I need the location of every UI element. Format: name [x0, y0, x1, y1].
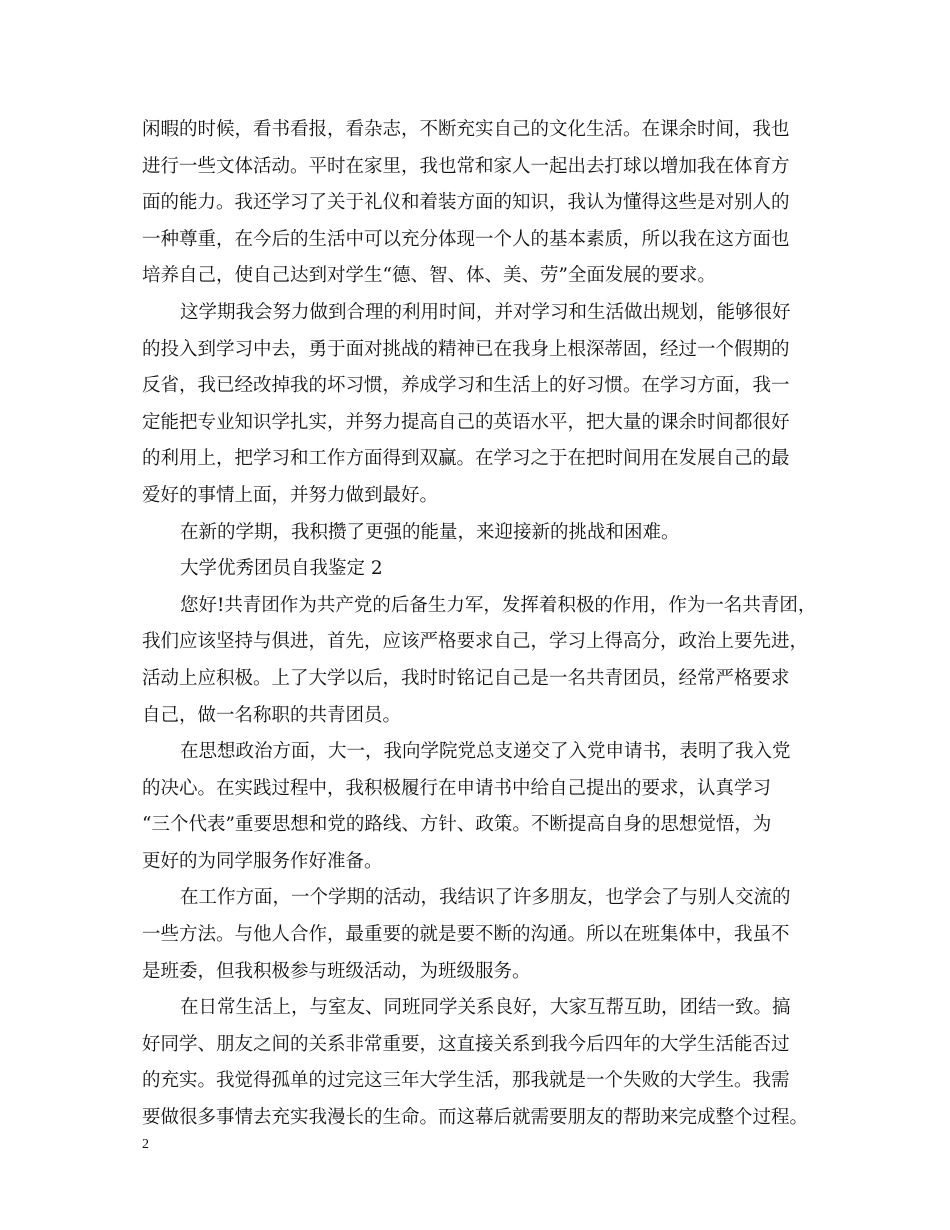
paragraph-5	[142, 588, 822, 734]
text-line: 更好的为同学服务作好准备。	[142, 850, 383, 872]
text-line: 定能把专业知识学扎实，并努力提高自己的英语水平，把大量的课余时间都很好	[142, 411, 790, 433]
text-line: 活动上应积极。上了大学以后，我时时铭记自己是一名共青团员，经常严格要求	[142, 667, 790, 689]
text-line: 爱好的事情上面，并努力做到最好。	[142, 484, 439, 506]
text-line: “三个代表”重要思想和党的路线、方针、政策。不断提高自身的思想觉悟，为	[142, 814, 772, 836]
text-line: 您好!共青团作为共产党的后备生力军，发挥着积极的作用，作为一名共青团，	[180, 594, 817, 616]
paragraph-6	[142, 734, 822, 880]
text-line: 这学期我会努力做到合理的利用时间，并对学习和生活做出规划，能够很好	[180, 301, 791, 323]
text-line: 面的能力。我还学习了关于礼仪和着装方面的知识，我认为懂得这些是对别人的	[142, 192, 790, 214]
text-line: 是班委，但我积极参与班级活动，为班级服务。	[142, 960, 531, 982]
text-line: 要做很多事情去充实我漫长的生命。而这幕后就需要朋友的帮助来完成整个过程。	[142, 1107, 809, 1129]
text-line: 进行一些文体活动。平时在家里，我也常和家人一起出去打球以增加我在体育方	[142, 155, 790, 177]
text-line: 我们应该坚持与俱进，首先，应该严格要求自己，学习上得高分，政治上要先进，	[142, 631, 809, 653]
text-line: 的利用上，把学习和工作方面得到双赢。在学习之于在把时间用在发展自己的最	[142, 448, 790, 470]
page-number: 2	[142, 1137, 149, 1152]
paragraph-8	[142, 990, 822, 1136]
text-line: 闲暇的时候，看书看报，看杂志，不断充实自己的文化生活。在课余时间，我也	[142, 119, 790, 140]
text-line: 的投入到学习中去，勇于面对挑战的精神已在我身上根深蒂固，经过一个假期的	[142, 338, 790, 360]
text-line: 一种尊重，在今后的生活中可以充分体现一个人的基本素质，所以我在这方面也	[142, 228, 790, 250]
text-line: 反省，我已经改掉我的坏习惯，养成学习和生活上的好习惯。在学习方面，我一	[142, 375, 790, 397]
text-line: 在新的学期，我积攒了更强的能量，来迎接新的挑战和困难。	[180, 521, 680, 543]
text-line: 在思想政治方面，大一，我向学院党总支递交了入党申请书，表明了我入党	[180, 741, 791, 763]
text-line: 自己，做一名称职的共青团员。	[142, 704, 402, 726]
text-line: 在日常生活上，与室友、同班同学关系良好，大家互帮互助，团结一致。搞	[180, 997, 791, 1019]
paragraph-3	[142, 515, 822, 552]
paragraph-2	[142, 295, 822, 515]
text-line: 一些方法。与他人合作，最重要的就是要不断的沟通。所以在班集体中，我虽不	[142, 924, 790, 946]
paragraph-1	[142, 112, 822, 295]
paragraph-7	[142, 880, 822, 990]
heading-line: 大学优秀团员自我鉴定 2	[180, 558, 383, 580]
text-line: 的充实。我觉得孤单的过完这三年大学生活，那我就是一个失败的大学生。我需	[142, 1070, 790, 1092]
document-body	[142, 112, 822, 1137]
text-line: 培养自己，使自己达到对学生“德、智、体、美、劳”全面发展的要求。	[142, 265, 716, 287]
text-line: 在工作方面，一个学期的活动，我结识了许多朋友，也学会了与别人交流的	[180, 887, 791, 909]
text-line: 好同学、朋友之间的关系非常重要，这直接关系到我今后四年的大学生活能否过	[142, 1033, 790, 1055]
text-line: 的决心。在实践过程中，我积极履行在申请书中给自己提出的要求，认真学习	[142, 777, 772, 799]
section-heading	[142, 551, 822, 588]
